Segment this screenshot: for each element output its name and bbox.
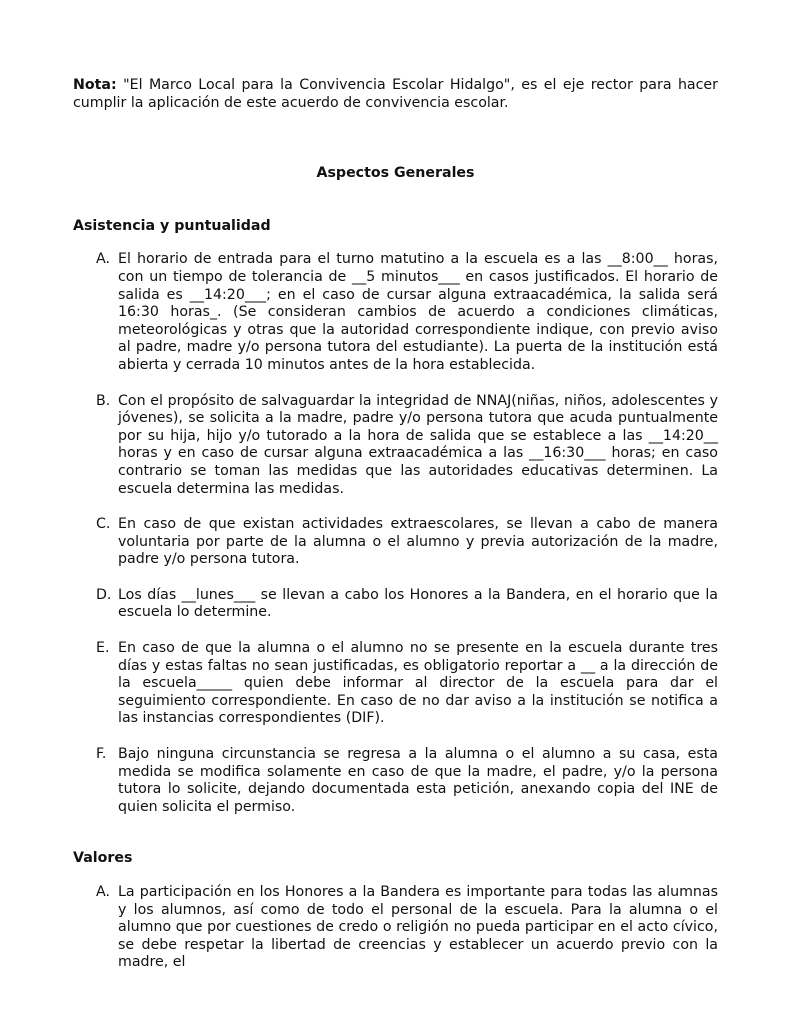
list-marker: D. (96, 586, 112, 603)
list-item (73, 884, 718, 972)
list-item-text: En caso de que la alumna o el alumno no se presente en la escuela durante tres días y estas faltas no sean justificadas, es obligatorio reportar a __ a la dirección de la escuela_____ quien debe informar al director de la escuela para dar el seguimiento correspondiente. En caso de no dar aviso a la institución se notifica a las instancias correspondientes (DIF). (118, 640, 718, 727)
list-item (73, 393, 718, 499)
list-item-text: Con el propósito de salvaguardar la integridad de NNAJ(niñas, niños, adolescentes y jóvenes), se solicita a la madre, padre y/o persona tutora que acuda puntualmente por su hija, hijo y/o tutorado a la hora de salida que se establece a las __14:20__ horas y en caso de cursar alguna extraacadémica a las __16:30___ horas; en caso contrario se toman las medidas que las autoridades educativas determinen. La escuela determina las medidas. (118, 392, 718, 497)
list-item-text: Bajo ninguna circunstancia se regresa a la alumna o el alumno a su casa, esta medida se modifica solamente en caso de que la madre, el padre, y/o la persona tutora lo solicite, dejando documentada esta petición, anexando copia del INE de quien solicita el permiso. (118, 746, 718, 815)
list-marker: C. (96, 516, 111, 533)
valores-list (73, 884, 718, 972)
list-item-text: La participación en los Honores a la Bandera es importante para todas las alumnas y los alumnos, así como de todo el personal de la escuela. Para la alumna o el alumno que por cuestiones de credo o religión no pueda participar en el acto cívico, se debe respetar la libertad de creencias y establecer un acuerdo previo con la madre, el (118, 884, 718, 971)
list-marker: A. (96, 884, 110, 900)
list-item-text: En caso de que existan actividades extraescolares, se llevan a cabo de manera voluntaria por parte de la alumna o el alumno y previa autorización de la madre, padre y/o persona tutora. (118, 516, 718, 568)
note-text: "El Marco Local para la Convivencia Escolar Hidalgo", es el eje rector para hacer cumplir la aplicación de este acuerdo de convivencia escolar. (73, 77, 718, 111)
list-item (73, 640, 718, 728)
list-item (73, 587, 718, 622)
list-item-text: El horario de entrada para el turno matutino a la escuela es a las __8:00__ horas, con un tiempo de tolerancia de __5 minutos___ en casos justificados. El horario de salida es __14:20___; en el caso de cursar alguna extraacadémica, la salida será 16:30 horas_. (Se consideran cambios de acuerdo a condiciones climáticas, meteorológicas y otras que la autoridad correspondiente indique, con previo aviso al padre, madre y/o persona tutora del estudiante). La puerta de la institución está abierta y cerrada 10 minutos antes de la hora establecida. (118, 251, 718, 373)
note-label: Nota: (73, 77, 117, 93)
section-heading-asistencia: Asistencia y puntualidad (73, 217, 271, 234)
list-marker: F. (96, 746, 107, 763)
asistencia-list (73, 251, 718, 816)
document-page (73, 77, 718, 972)
list-marker: A. (96, 251, 110, 268)
section-heading-valores: Valores (73, 850, 133, 867)
list-marker: B. (96, 392, 111, 409)
list-item (73, 251, 718, 374)
list-item-text: Los días __lunes___ se llevan a cabo los Honores a la Bandera, en el horario que la escuela lo determine. (118, 586, 718, 621)
list-item (73, 516, 718, 569)
list-marker: E. (96, 640, 110, 657)
section-main-heading: Aspectos Generales (316, 165, 475, 182)
list-item (73, 746, 718, 816)
note-paragraph (73, 77, 718, 112)
